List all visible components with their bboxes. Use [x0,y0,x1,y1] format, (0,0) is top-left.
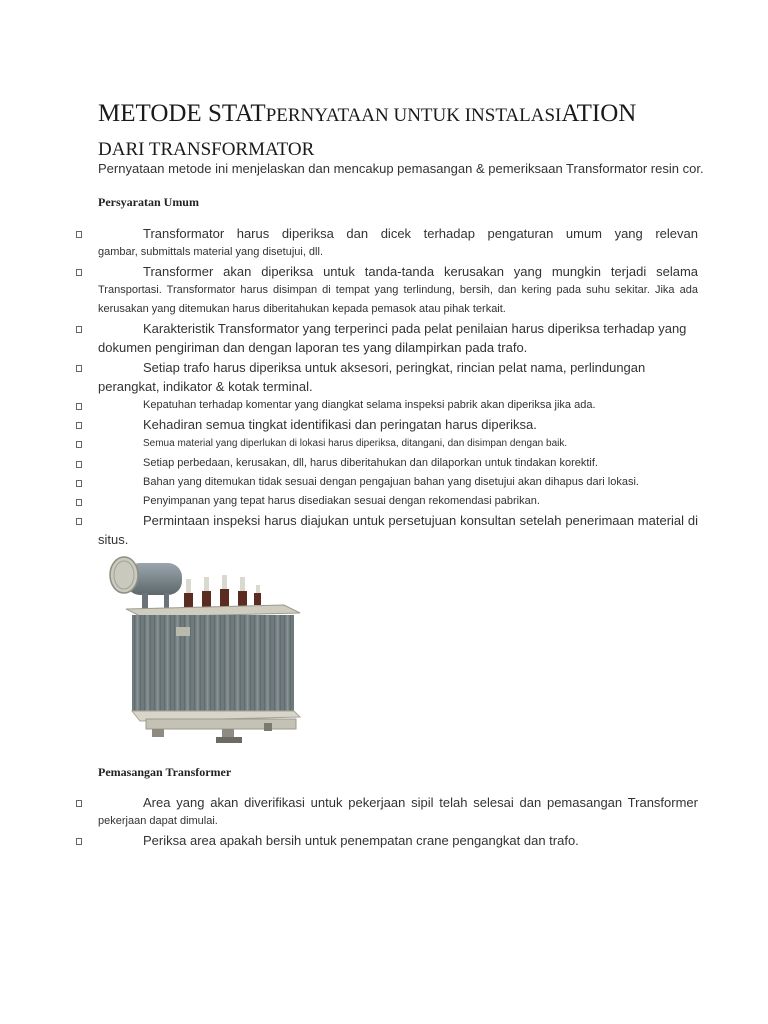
transformer-image [104,553,308,748]
bullet-icon [76,403,82,410]
list-item: Transformator harus diperiksa dan dicek terhadap pengaturan umum yang relevan gambar, submittals material yang disetujui, dll. [98,226,698,258]
document-title [98,96,698,164]
bullet-icon [76,422,82,429]
list-item: Penyimpanan yang tepat harus disediakan sesuai dengan rekomendasi pabrikan. [143,495,540,507]
section-heading-general: Persyaratan Umum [98,195,199,209]
list-item: Bahan yang ditemukan tidak sesuai dengan pengajuan bahan yang disetujui akan dihapus dari lokasi. [143,476,639,488]
list-item: Setiap perbedaan, kerusakan, dll, harus diberitahukan dan dilaporkan untuk tindakan korektif. [143,457,598,469]
list-item: Kehadiran semua tingkat identifikasi dan peringatan harus diperiksa. [143,417,537,432]
bushings [184,575,261,607]
bullet-icon [76,441,82,448]
bullet-icon [76,838,82,845]
bullet-icon [76,231,82,238]
bullet-icon [76,499,82,506]
nameplate [176,627,190,636]
title-part-1: METODE STAT [98,100,266,127]
list-item: Kepatuhan terhadap komentar yang diangkat selama inspeksi pabrik akan diperiksa jika ada. [143,399,596,411]
list-item: Periksa area apakah bersih untuk penempatan crane pengangkat dan trafo. [143,833,579,848]
title-line-2: DARI TRANSFORMATOR [98,139,315,160]
list-item: Setiap trafo harus diperiksa untuk aksesori, peringkat, rincian pelat nama, perlindungan perangkat, indikator & kotak terminal. [98,360,646,394]
list-item: Area yang akan diverifikasi untuk pekerjaan sipil telah selesai dan pemasangan Transformer pekerjaan dapat dimulai. [98,795,698,827]
list-item: Semua material yang diperlukan di lokasi harus diperiksa, ditangani, dan disimpan dengan baik. [143,438,568,449]
title-part-3: ATION [561,100,637,127]
bullet-icon [76,480,82,487]
section-heading-installation: Pemasangan Transformer [98,765,232,779]
bullet-icon [76,269,82,276]
bullet-icon [76,461,82,468]
bullet-icon [76,800,82,807]
bullet-icon [76,518,82,525]
list-item: Permintaan inspeksi harus diajukan untuk persetujuan konsultan setelah penerimaan material di situs. [98,513,698,547]
title-part-2: PERNYATAAN UNTUK INSTALASI [265,105,562,126]
list-item: Karakteristik Transformator yang terperinci pada pelat penilaian harus diperiksa terhadap yang dokumen pengiriman dan dengan laporan tes yang dilampirkan pada trafo. [98,321,687,355]
list-item: Transformer akan diperiksa untuk tanda-tanda kerusakan yang mungkin terjadi selama Transportasi. Transformator harus disimpan di tempat yang terlindung, bersih, dan kering pada suhu sekitar. Jika ada kerusakan yang ditemukan harus diberitahukan kepada pemasok atau pihak terkait. [98,264,698,315]
bullet-icon [76,326,82,333]
bullet-icon [76,365,82,372]
intro-paragraph: Pernyataan metode ini menjelaskan dan mencakup pemasangan & pemeriksaan Transformator resin cor. [98,161,704,176]
